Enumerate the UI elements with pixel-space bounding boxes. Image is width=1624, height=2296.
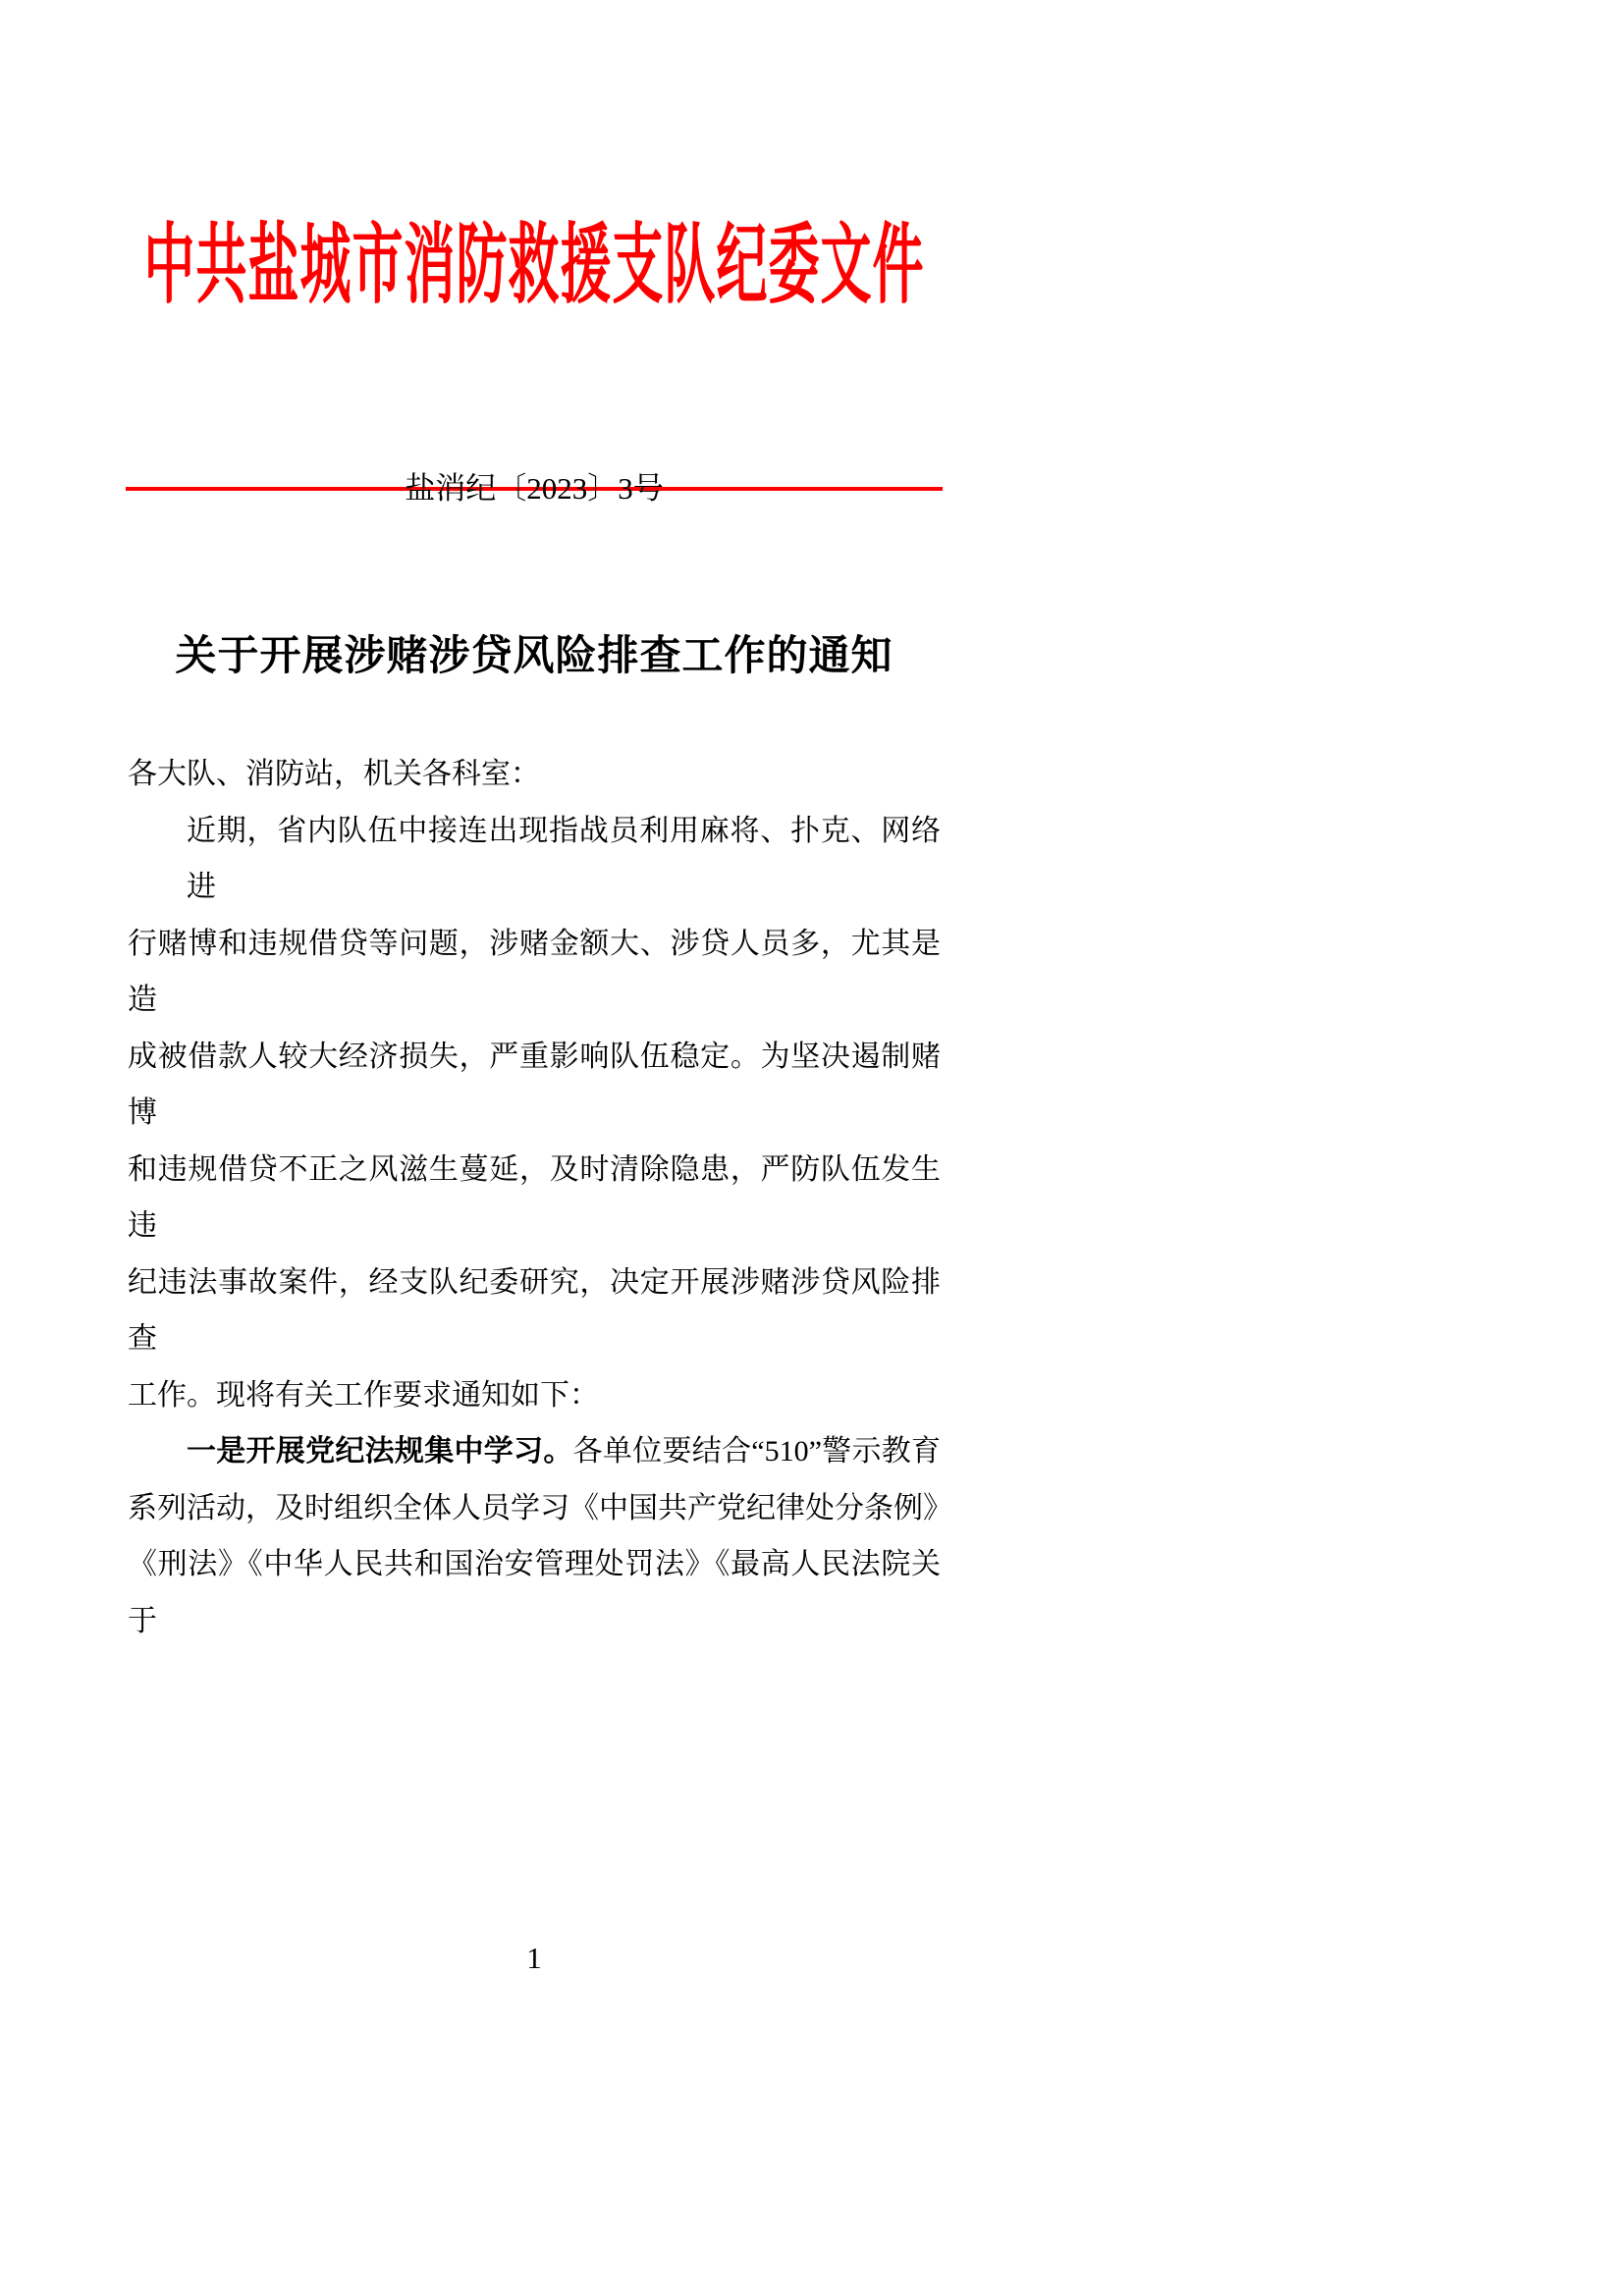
body-line [128,1423,941,1480]
paragraph-1 [128,803,941,1424]
document-content [128,0,952,2296]
salutation: 各大队、消防站，机关各科室： [128,758,540,790]
body-line: 行赌博和违规借贷等问题，涉赌金额大、涉贷人员多，尤其是造 [128,927,941,1016]
body-line: 纪违法事故案件，经支队纪委研究，决定开展涉赌涉贷风险排查 [128,1265,941,1355]
body-line: 工作。现将有关工作要求通知如下： [128,1378,599,1412]
document-number: 盐消纪〔2023〕3号 [405,471,664,506]
body-line: 成被借款人较大经济损失，严重影响队伍稳定。为坚决遏制赌博 [128,1040,941,1129]
paragraph-2 [128,1423,952,1649]
document-number-row [128,469,941,508]
body-line: 系列活动，及时组织全体人员学习《中国共产党纪律处分条例》 [128,1491,952,1524]
paragraph-lead-rest: 各单位要结合“510”警示教育 [572,1435,942,1468]
document-header-title: 中共盐城市消防救援支队纪委文件 [143,219,925,316]
page-number: 1 [526,1941,542,1975]
document-body [128,746,952,1649]
document-title: 关于开展涉赌涉贷风险排查工作的通知 [175,632,893,678]
body-line: 近期，省内队伍中接连出现指战员利用麻将、扑克、网络进 [187,814,941,903]
body-line: 《刑法》《中华人民共和国治安管理处罚法》《最高人民法院关于 [128,1548,941,1637]
body-line: 和违规借贷不正之风滋生蔓延，及时清除隐患，严防队伍发生违 [128,1152,941,1242]
paragraph-lead-bold: 一是开展党纪法规集中学习。 [187,1435,573,1468]
